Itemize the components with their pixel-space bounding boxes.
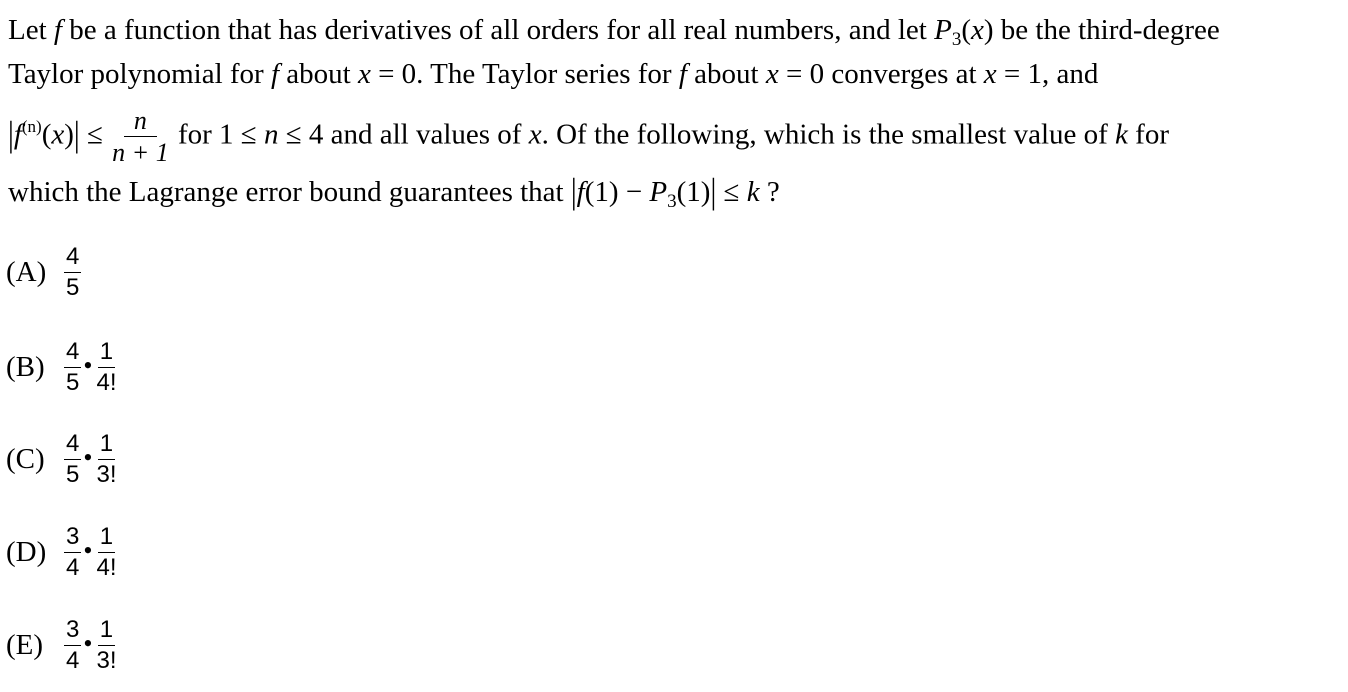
fraction-numerator: n (124, 108, 157, 137)
text: be the third-degree (993, 14, 1220, 46)
var-f: f (678, 58, 687, 90)
arg-one: (1) (676, 176, 711, 208)
multiply-dot: • (83, 442, 93, 472)
var-f: f (576, 176, 585, 208)
question-line-4 (8, 171, 780, 212)
choice-fraction (64, 340, 81, 395)
var-k: k (746, 176, 760, 208)
choice-a[interactable] (6, 245, 81, 300)
choice-label: (B) (6, 351, 45, 383)
multiply-dot: • (83, 628, 93, 658)
choice-label: (C) (6, 443, 45, 475)
text: about (686, 58, 766, 90)
fraction-numerator: 1 (98, 432, 115, 460)
var-n: n (263, 118, 279, 151)
var-f: f (270, 58, 280, 90)
bound-fraction (110, 108, 171, 166)
fraction-numerator: 1 (98, 340, 115, 368)
var-x: x (983, 58, 997, 90)
text: = 1, and (996, 58, 1099, 90)
text: which the Lagrange error bound guarantees that (8, 176, 571, 208)
text: for (1127, 118, 1169, 151)
choice-c[interactable] (6, 432, 118, 487)
choice-fraction (94, 618, 118, 673)
arg-one: (1) (584, 176, 619, 208)
choice-b[interactable] (6, 340, 118, 395)
fraction-numerator: 1 (98, 618, 115, 646)
choice-fraction (94, 340, 118, 395)
choice-label: (A) (6, 256, 47, 288)
question-line-3 (8, 108, 1169, 166)
fraction-denominator: 3! (96, 647, 117, 674)
paren: ( (41, 118, 52, 151)
fraction-denominator: 3! (96, 461, 117, 488)
text: about (279, 58, 358, 90)
choice-fraction (64, 245, 81, 300)
text: Let (8, 14, 54, 46)
var-k: k (1115, 118, 1128, 151)
var-x: x (765, 58, 779, 90)
fraction-denominator: n + 1 (112, 138, 169, 167)
text: = 0. The Taylor series for (370, 58, 679, 90)
var-x: x (528, 118, 542, 151)
var-f: f (13, 118, 22, 151)
text: Taylor polynomial for (8, 58, 271, 90)
choice-fraction (94, 525, 118, 580)
paren: ) (64, 118, 74, 151)
fraction-denominator: 4 (66, 554, 80, 581)
text: for 1 ≤ (170, 118, 264, 151)
text: . Of the following, which is the smallest value of (541, 118, 1116, 151)
paren: ( (961, 14, 971, 46)
text: be a function that has derivatives of all orders for all real numbers, and let (61, 14, 935, 46)
fraction-denominator: 5 (66, 369, 80, 396)
choice-e[interactable] (6, 618, 118, 673)
choice-fraction (64, 618, 81, 673)
fraction-numerator: 4 (64, 245, 81, 273)
fraction-denominator: 4! (96, 369, 117, 396)
var-x: x (51, 118, 65, 151)
choice-fraction (64, 525, 81, 580)
fraction-numerator: 1 (98, 525, 115, 553)
fraction-numerator: 4 (64, 432, 81, 460)
choice-d[interactable] (6, 525, 118, 580)
var-x: x (970, 14, 984, 46)
question-line-1 (8, 14, 1220, 50)
question-line-2 (8, 58, 1098, 91)
choice-label: (D) (6, 536, 47, 568)
abs-bar: | (73, 114, 80, 155)
abs-bar: | (8, 114, 14, 155)
choice-label: (E) (6, 629, 44, 661)
paren: ) (983, 14, 994, 46)
subscript-3: 3 (951, 29, 962, 50)
var-P: P (934, 14, 952, 46)
choice-fraction (94, 432, 118, 487)
fraction-denominator: 4 (66, 647, 80, 674)
abs-bar: | (570, 171, 577, 212)
choice-fraction (64, 432, 81, 487)
minus-sign: − (618, 176, 650, 208)
superscript-n: (n) (21, 116, 42, 136)
var-x: x (357, 58, 371, 90)
fraction-numerator: 3 (64, 618, 81, 646)
fraction-denominator: 5 (66, 461, 80, 488)
var-P: P (649, 176, 668, 208)
fraction-denominator: 4! (96, 554, 117, 581)
fraction-numerator: 3 (64, 525, 81, 553)
multiply-dot: • (83, 535, 93, 565)
text: = 0 converges at (778, 58, 984, 90)
fraction-denominator: 5 (66, 274, 80, 301)
leq-sign: ≤ (79, 118, 111, 151)
multiply-dot: • (83, 350, 93, 380)
abs-bar: | (710, 171, 717, 212)
fraction-numerator: 4 (64, 340, 81, 368)
text: ≤ 4 and all values of (278, 118, 529, 151)
subscript-3: 3 (667, 191, 677, 212)
leq-sign: ≤ (716, 176, 747, 208)
text: ? (759, 176, 780, 208)
var-f: f (53, 14, 62, 46)
